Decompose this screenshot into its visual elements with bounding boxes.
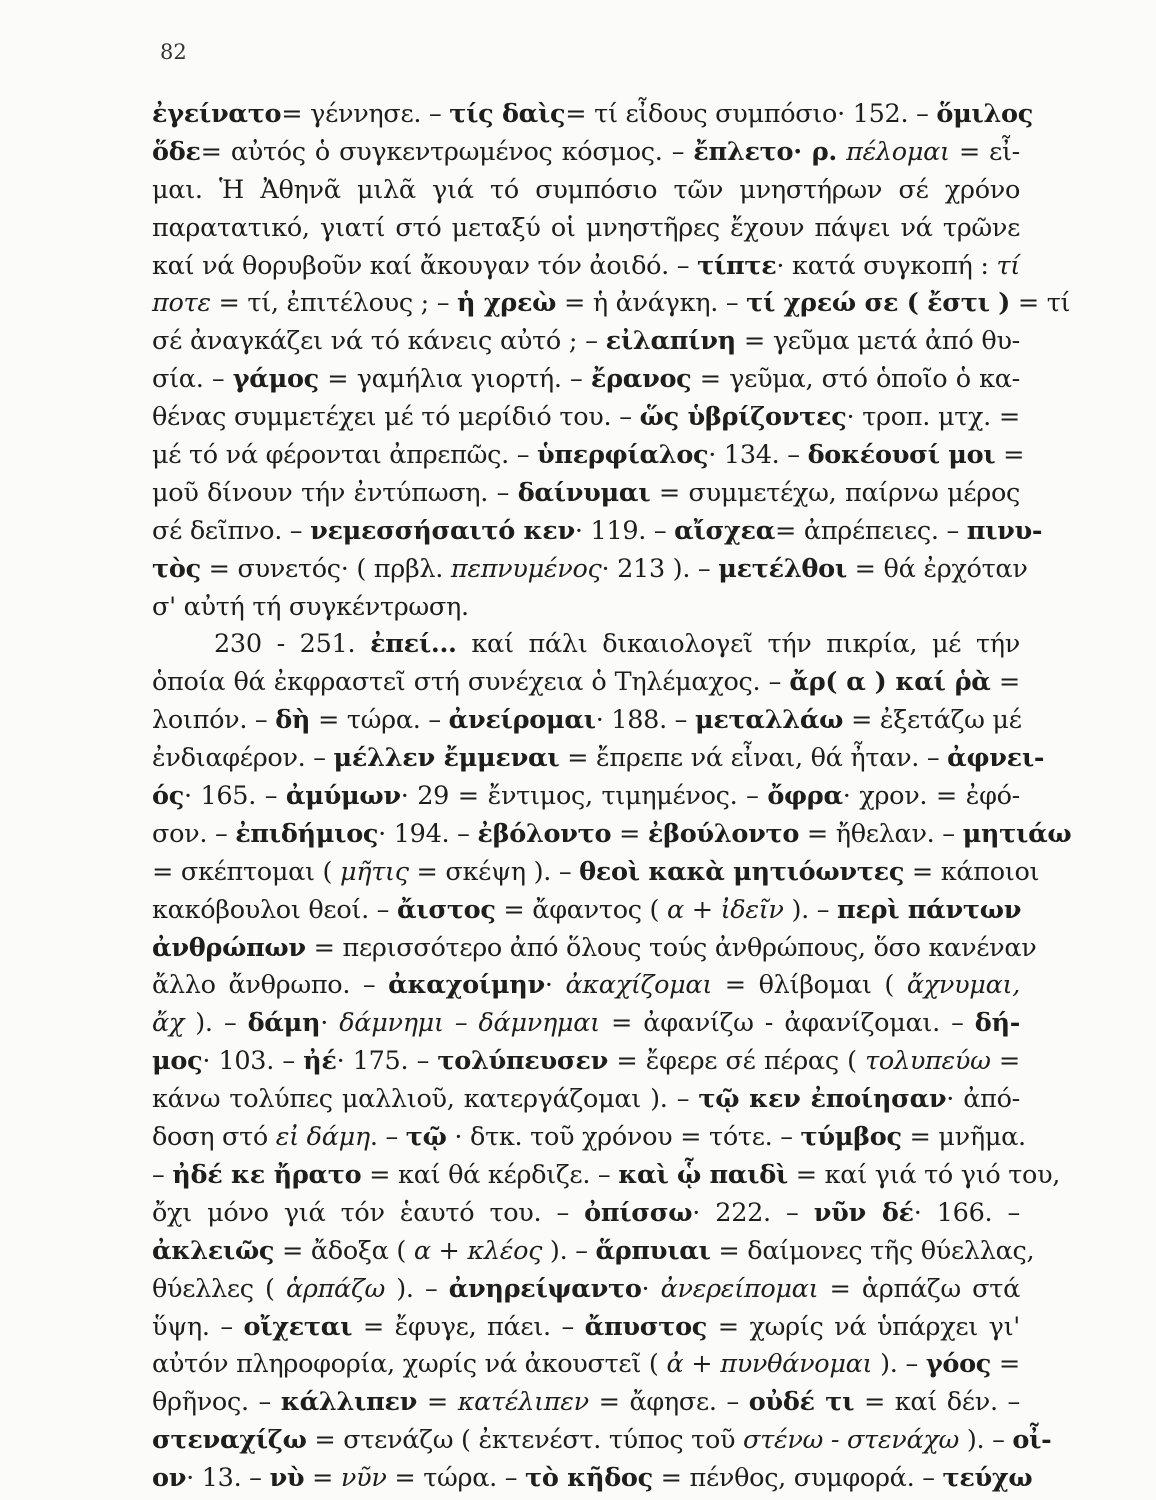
gloss-text: · δτκ. τοῦ χρόνου = τότε. – [446,1122,801,1153]
gloss-text: 230 - 251. [214,629,371,660]
italic-term: μῆτις [340,856,409,887]
lemma: οἴχεται [243,1311,353,1342]
gloss-text: = ἁρπάζω στά [818,1273,1020,1304]
lemma: ἀκαχοίμην [388,970,545,1001]
gloss-text: = μνῆμα. [901,1122,1026,1153]
text-line [152,248,1020,286]
lemma: ἐγείνατο [152,99,282,129]
lemma: νὺ [269,1463,305,1494]
gloss-text: · [320,1008,340,1039]
lemma: τίς δαὶς [449,99,566,129]
lemma: ον [152,1463,187,1494]
text-line [152,664,1020,702]
gloss-text: ὁποία θά ἐκφραστεῖ στή συνέχεια ὁ Τηλέμαχος. – [152,667,790,698]
gloss-text: = ἤθελαν. – [799,818,963,849]
italic-term: α + ἰδεῖν [667,894,784,925]
lemma: οὐδέ τι [748,1387,855,1418]
text-line [152,589,1020,627]
text-line [152,210,1020,248]
lemma: τί χρεώ σε ( ἔστι ) [746,288,1011,319]
gloss-text: καί νά θορυβοῦν καί ἄκουγαν τόν ἀοιδό. – [152,250,698,281]
gloss-text: = θλίβομαι ( [712,970,907,1001]
text-line [152,1157,1061,1195]
text-line [152,778,1020,816]
lemma: ὅμιλος [936,99,1033,129]
text-line [152,96,1033,134]
text-line [152,323,1020,361]
text-line [152,892,1020,930]
lemma: δὴ [275,705,311,736]
text-line [152,1422,1052,1460]
gloss-text: · ἀπό- [946,1084,1020,1115]
gloss-text: · [641,1273,661,1304]
gloss-text: = καί θά κέρδιζε. – [361,1159,619,1190]
lemma: ἐβόλοντο [477,818,612,849]
lemma: τὸς [152,553,201,584]
gloss-text: · 222. – [692,1197,814,1228]
gloss-text: = ἔφερε σέ πέρας ( [608,1046,866,1077]
italic-term: πεπνυμένος [450,553,602,584]
lemma: τύμβος [800,1122,902,1153]
gloss-text: · 175. – [336,1046,438,1077]
text-line [152,399,1020,437]
gloss-text: = [304,1463,341,1494]
lemma: ἄπυστος [584,1311,708,1342]
text-line [152,134,1020,172]
text-line [152,513,1043,551]
lemma: ἀμύμων [285,781,401,812]
gloss-text: = σκέπτομαι ( [152,856,340,887]
gloss-text: · 194. – [378,818,478,849]
text-line [152,1233,1035,1271]
lemma: δαίνυμαι [517,477,651,508]
lemma: ὥς ὑβρίζοντες [639,402,847,433]
gloss-text: · 103. – [202,1046,304,1077]
gloss-text: = γαμήλια γιορτή. – [318,364,591,395]
gloss-text: = ἔπρεπε νά εἶναι, θά ἦταν. – [559,743,948,774]
gloss-text: ). – [542,1235,596,1266]
gloss-text: ). – [783,894,837,925]
gloss-text: ). – [959,1425,1013,1456]
gloss-text: ἄλλο ἄνθρωπο. – [152,970,389,1001]
gloss-text: = δαίμονες τῆς θύελλας, [710,1235,1035,1266]
italic-term: πέλομαι [846,136,950,167]
gloss-text: = γέννησε. – [281,99,450,129]
text-line [152,1005,1020,1043]
gloss-text: · 188. – [595,705,695,736]
text-line [152,702,1020,740]
text-line [152,740,1045,778]
gloss-text: = συνετός· ( πρβλ. [200,553,451,584]
gloss-text: σον. – [152,818,236,849]
gloss-text: = χωρίς νά ὑπάρχει γι' [707,1311,1021,1342]
italic-term: κατέλιπεν [457,1387,589,1418]
italic-term: ἄχνυμαι, [906,970,1020,1001]
gloss-text: μαι. Ἡ Ἀθηνᾶ μιλᾶ γιά τό συμπόσιο τῶν μνηστήρων σέ χρόνο [152,174,1020,205]
text-line [152,551,1028,589]
gloss-text: = εἶ- [949,136,1020,167]
lemma: ἄιστος [396,894,496,925]
lemma: δή- [974,1008,1020,1039]
italic-term: δάμνημι – δάμνημαι [339,1008,600,1039]
gloss-text: λοιπόν. – [152,705,276,736]
gloss-text: μοῦ δίνουν τήν ἐντύπωση. – [152,477,518,508]
gloss-text: · τροπ. μτχ. = [846,402,1020,433]
gloss-text: = γεῦμα, στό ὁποῖο ὁ κα- [691,364,1020,395]
lemma: μέλλεν ἔμμεναι [333,743,560,774]
gloss-text: · [544,970,566,1001]
lemma: στεναχίζω [152,1425,307,1456]
gloss-text: = ἄφησε. – [588,1387,749,1418]
lemma: τῷ κεν ἐποίησαν [698,1084,947,1115]
lemma: ἀνηρείψαντο [448,1273,642,1304]
gloss-text: · χρον. = ἐφό- [842,781,1020,812]
italic-term: ἀκαχίζομαι [565,970,713,1001]
text-line [152,816,1072,854]
text-line [152,854,1040,892]
gloss-text: θύελλες ( [152,1273,286,1304]
lemma: πινυ- [966,515,1043,546]
page-number: 82 [160,40,187,64]
text-line [152,361,1020,399]
text-line [152,930,1037,968]
gloss-text: θρῆνος. – [152,1387,281,1418]
gloss-text: = γεῦμα μετά ἀπό θυ- [735,326,1020,357]
text-line [152,1271,1020,1309]
lemma: ἐβούλοντο [647,818,800,849]
gloss-text: σέ δεῖπνο. – [152,515,311,546]
lemma: γάμος [232,364,319,395]
gloss-text: = [990,667,1021,698]
lemma: μεταλλάω [694,705,844,736]
lemma: εἰλαπίνη [605,326,736,357]
lemma: αἴσχεα [674,515,776,546]
gloss-text: σία. – [152,364,233,395]
gloss-text: · 213 ). – [601,553,719,584]
lemma: ἠέ [303,1046,337,1077]
text-line [152,626,1020,664]
italic-term: ἀνερείπομαι [660,1273,819,1304]
text-line [152,1081,1020,1119]
gloss-text: = τώρα. – [310,705,449,736]
gloss-text: καί πάλι δικαιολογεῖ τήν πικρία, μέ τήν [456,629,1020,660]
text-line [152,1309,1020,1347]
gloss-text: παρατατικό, γιατί στό μεταξύ οἱ μνηστῆρες ἔχουν πάψει νά τρῶνε [152,212,1020,243]
lemma: νεμεσσήσαιτό κεν [310,515,575,546]
lemma: κάλλιπεν [280,1387,418,1418]
text-line [152,1043,1020,1081]
gloss-text: = τί, ἐπιτέλους ; – [210,288,458,319]
gloss-text: = συμμετέχω, παίρνω μέρος [650,477,1020,508]
italic-term: τολυπεύω [865,1046,991,1077]
lemma: ἀφνει- [947,743,1045,774]
gloss-text: = τί [1010,288,1071,319]
text-line [152,1460,1033,1498]
text-line [152,437,1025,475]
lemma: ὄφρα [767,781,843,812]
lemma: οἶ- [1012,1425,1052,1456]
text-line [152,967,1020,1005]
lemma: μος [152,1046,203,1077]
gloss-text: = ἡ ἀνάγκη. – [556,288,747,319]
italic-term: τί [996,250,1020,281]
italic-term: εἰ δάμη [275,1122,370,1153]
gloss-text: = σκέψη ). – [408,856,580,887]
italic-term: νῦν [340,1463,387,1494]
gloss-text: ὕψη. – [152,1311,244,1342]
gloss-text: = τώρα. – [386,1463,525,1494]
lemma: ἐπιδήμιος [235,818,379,849]
lemma: ἔπλετο· ρ. [693,136,837,167]
gloss-text: · 134. – [708,440,808,471]
lemma: ὅδε [152,136,201,167]
gloss-text: = ἐξετάζω μέ [843,705,1022,736]
lemma: νῦν δέ [813,1197,914,1228]
gloss-text: = [611,818,648,849]
gloss-text: ). – [384,1273,449,1304]
gloss-text: – [152,1159,173,1190]
gloss-text: = κάποιοι [904,856,1040,887]
lemma: ἄρ( α ) καί ῥὰ [789,667,991,698]
gloss-text: = αὐτός ὁ συγκεντρωμένος κόσμος. – [200,136,694,167]
gloss-text: ἐνδιαφέρον. – [152,743,334,774]
text-line [152,1195,1020,1233]
text-line [152,1119,1026,1157]
italic-term: α + κλέος [413,1235,543,1266]
lemma: δοκέουσί μοι [807,440,996,471]
gloss-text: ). – [872,1349,926,1380]
gloss-text: · 166. – [913,1197,1020,1228]
gloss-text: = ἔφυγε, πάει. – [352,1311,585,1342]
gloss-text: = στενάζω ( ἐκτενέστ. τύπος τοῦ [306,1425,744,1456]
text-line [152,1346,1020,1384]
italic-term: ἀ + πυνθάνομαι [666,1349,873,1380]
gloss-text: ὄχι μόνο γιά τόν ἑαυτό του. – [152,1197,585,1228]
lemma: θεοὶ κακὰ μητιόωντες [579,856,905,887]
gloss-text: = [990,1046,1020,1077]
lemma: γόος [925,1349,992,1380]
gloss-text: = ἀφανίζω - ἀφανίζομαι. – [599,1008,975,1039]
italic-term: ἄχ [152,1008,185,1039]
gloss-text: σέ ἀναγκάζει νά τό κάνεις αὐτό ; – [152,326,606,357]
text-line [152,1384,1020,1422]
lemma: ἀκλειῶς [152,1235,275,1266]
gloss-text: = τί εἶδους συμπόσιο· 152. – [565,99,937,129]
gloss-text: = [991,1349,1020,1380]
gloss-text: · 119. – [574,515,675,546]
gloss-text [837,137,846,167]
lemma: ὀπίσσω [584,1197,693,1228]
gloss-text: σ' αὐτή τή συγκέντρωση. [152,591,469,622]
italic-term: ποτε [152,288,211,319]
gloss-text: · 13. – [186,1463,270,1494]
gloss-text: = καί γιά τό γιό του, [787,1159,1061,1190]
gloss-text: = [417,1387,458,1418]
lemma: μητιάω [962,818,1072,849]
gloss-text: = ἄφαντος ( [495,894,667,925]
gloss-text: ). – [184,1008,248,1039]
lemma: τῷ [405,1122,447,1153]
commentary-text [152,96,1072,1498]
lemma: ὑπερφίαλος [537,440,709,471]
lemma: περὶ πάντων [836,894,1022,925]
lemma: ός [152,781,184,812]
lemma: ἐπεί... [370,629,457,660]
gloss-text: αὐτόν πληροφορία, χωρίς νά ἀκουστεῖ ( [152,1349,667,1380]
gloss-text: = ἄδοξα ( [274,1235,414,1266]
lemma: ἀνείρομαι [448,705,596,736]
lemma: ἀνθρώπων [152,932,306,963]
text-line [152,475,1020,513]
lemma: ἅρπυιαι [595,1235,711,1266]
lemma: δάμη [247,1008,321,1039]
text-line [152,172,1020,210]
gloss-text: = πένθος, συμφορά. – [652,1463,943,1494]
lemma: καὶ ᾧ παιδὶ [618,1159,788,1190]
italic-term: ἁρπάζω [285,1273,385,1304]
gloss-text: θένας συμμετέχει μέ τό μερίδιό του. – [152,402,640,433]
gloss-text: = ἀπρέπειες. – [775,515,967,546]
lemma: ἡ χρεὼ [457,288,557,319]
gloss-text: . – [369,1122,406,1153]
lemma: ἔρανος [590,364,692,395]
gloss-text: μέ τό νά φέρονται ἀπρεπῶς. – [152,440,538,471]
lemma: μετέλθοι [718,553,847,584]
lemma: ἠδέ κε ἤρατο [172,1159,362,1190]
lemma: τεύχω [942,1463,1033,1494]
gloss-text: = περισσότερο ἀπό ὅλους τούς ἀνθρώπους, ὅσο κανέναν [305,932,1037,963]
gloss-text: · 29 = ἔντιμος, τιμημένος. – [400,781,768,812]
text-line [152,285,1071,323]
gloss-text: = [995,440,1025,471]
gloss-text: δοση στό [152,1122,276,1153]
gloss-text: · 165. – [183,781,286,812]
gloss-text: = θά ἐρχόταν [846,553,1028,584]
gloss-text: = καί δέν. – [854,1387,1021,1418]
gloss-text: κάνω τολύπες μαλλιοῦ, κατεργάζομαι ). – [152,1084,699,1115]
gloss-text: · κατά συγκοπή : [776,250,997,281]
lemma: τολύπευσεν [437,1046,608,1077]
gloss-text: κακόβουλοι θεοί. – [152,894,397,925]
lemma: τὸ κῆδος [525,1463,653,1494]
lemma: τίπτε [697,250,777,281]
italic-term: στένω - στενάχω [743,1425,960,1456]
